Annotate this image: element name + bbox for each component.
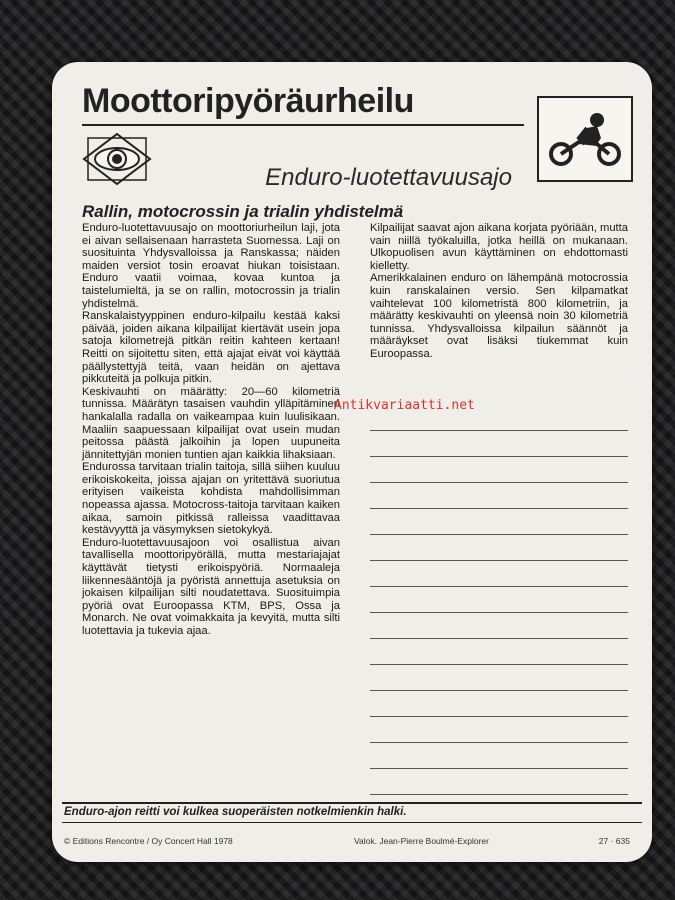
note-line [370,638,628,639]
note-line [370,482,628,483]
note-line [370,664,628,665]
note-line [370,560,628,561]
article-subtitle: Rallin, motocrossin ja trialin yhdistelmä [82,202,404,221]
paragraph: Enduro-luotettavuusajoon voi osallistua aivan tavallisella moottoripyörällä, mutta mestariajajat käyttävät tietysti erikoispyöriä. Normaaleja liikennesääntöjä ja pyöristä annettuja asetuksia on jokaisen kilpailijan silti noudatettava. Suosituimpia pyöriä ovat Euroopassa KTM, BPS, Ossa ja Monarch. Ne ovat voimakkaita ja kevyitä, mutta silti luotettavia ja tukevia ajaa. [82,536,340,637]
note-line [370,534,628,535]
caption-rule [62,802,642,804]
card-number: 27 · 635 [598,836,630,846]
paragraph: Kilpailijat saavat ajon aikana korjata pyöriään, mutta vain niillä työkaluilla, jotka heillä on mukanaan. Ulkopuolisen avun käyttäminen on ehdottomasti kielletty. [370,222,628,272]
trading-card [52,62,652,862]
eye-icon [82,132,152,186]
paragraph: Endurossa tarvitaan trialin taitoja, sillä siihen kuuluu erikoiskokeita, joissa ajajan on yritettävä suoriutua erityisen vaikeista kohdista mahdollisimman nopeassa ajassa. Motocross-taitoja tarvitaan kaiken aikaa, samoin pitkissä ralleissa vaadittavaa kestävyyttä ja väsymyksen sietokykyä. [82,461,340,537]
footer-rule [62,822,642,823]
note-lines [370,412,628,812]
note-line [370,586,628,587]
motorcyclist-icon [537,96,633,182]
paragraph: Amerikkalainen enduro on lähempänä motocrossia kuin ranskalainen versio. Sen kilpamatkat vaihtelevat 100 kilometristä 800 kilometriin, ja määrätty keskivauhti on yleensä noin 30 kilometriä tunnissa. Yhdysvalloissa kilpailun säännöt ja määräykset ovat lisäksi tiukemmat kuin Euroopassa. [370,272,628,360]
paragraph: Keskivauhti on määrätty: 20—60 kilometriä tunnissa. Määrätyn tasaisen vauhdin ylläpitäminen hankalalla radalla on vaikeampaa kuin luulisikaan. Maaliin saapuessaan kilpailijat ovat usein mudan peitossa päästä jalkoihin ja lopen uupuneita jännitettyjän monien tuntien ajan kaikkia lihaksiaan. [82,385,340,461]
photo-credit: Valok. Jean-Pierre Boulmé-Explorer [354,836,489,846]
note-line [370,690,628,691]
paragraph: Enduro-luotettavuusajo on moottoriurheilun laji, jota ei aivan sellaisenaan harrasteta Suomessa. Laji on suosituinta Yhdysvalloissa ja Ranskassa; näiden maiden versiot tosin eroavat hiukan toisistaan. Enduro vaatii voimaa, kovaa kuntoa ja taistelumieltä, ja se on rallin, motocrossin ja trialin yhdistelmä. [82,222,340,310]
card-footer [64,836,630,850]
publisher-credit: © Editions Rencontre / Oy Concert Hall 1978 [64,836,233,846]
note-line [370,508,628,509]
note-line [370,768,628,769]
title-rule [82,124,524,126]
photo-caption: Enduro-ajon reitti voi kulkea suoperäisten notkelmienkin halki. [64,806,407,818]
note-line [370,612,628,613]
note-line [370,742,628,743]
right-text-column [370,222,628,361]
paragraph: Ranskalaistyyppinen enduro-kilpailu kestää kaksi päivää, joiden aikana kilpailijat kiertävät usein jopa satoja kilometrejä pitkän reitin kahteen kertaan! Reitti on sijoitettu siten, että ajajat eivät voi käyttää päällystettyjä teitä, vaan heidän on ajettava pikkuteitä ja polkuja pitkin. [82,310,340,386]
watermark: Antikvariaatti.net [334,398,475,413]
note-line [370,430,628,431]
left-text-column [82,222,340,638]
note-line [370,794,628,795]
article-title: Enduro-luotettavuusajo [265,164,512,191]
note-line [370,716,628,717]
note-line [370,456,628,457]
sport-title: Moottoripyöräurheilu [82,82,414,120]
